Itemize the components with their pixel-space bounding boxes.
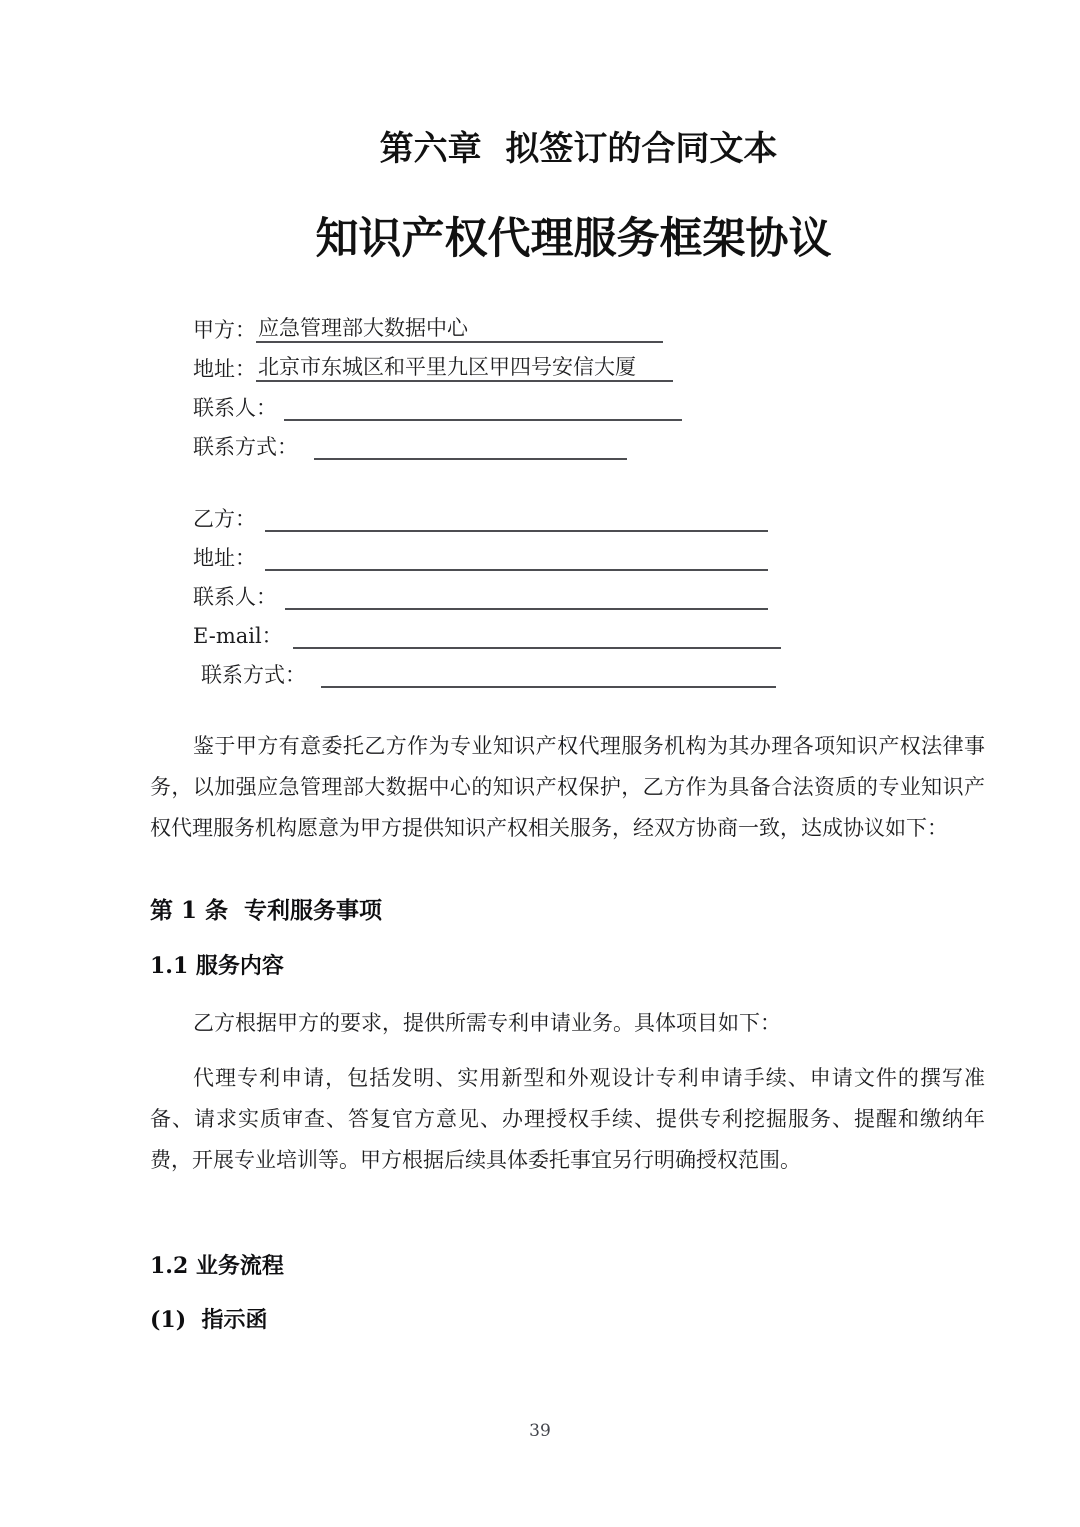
party-b-email-row — [193, 610, 985, 649]
chapter-title: 第六章 拟签订的合同文本 — [379, 129, 778, 169]
party-b-contact-row — [193, 571, 985, 610]
field-label: 联系人： — [193, 396, 277, 420]
page-number: 39 — [529, 1421, 551, 1441]
patent-agency-paragraph: 代理专利申请，包括发明、实用新型和外观设计专利申请手续、申请文件的撰写准备、请求实质审查、答复官方意见、办理授权手续、提供专利挖掘服务、提醒和缴纳年费，开展专业培训等。甲方根据后续具体委托事宜另行明确授权范围。 — [150, 1066, 985, 1172]
field-label: 联系方式： — [201, 663, 306, 687]
field-label: 联系方式： — [193, 435, 298, 459]
preamble-paragraph: 鉴于甲方有意委托乙方作为专业知识产权代理服务机构为其办理各项知识产权法律事务，以加强应急管理部大数据中心的知识产权保护，乙方作为具备合法资质的专业知识产权代理服务机构愿意为甲方提供知识产权相关服务，经双方协商一致，达成协议如下： — [150, 734, 985, 840]
service-content-paragraph: 乙方根据甲方的要求，提供所需专利申请业务。具体项目如下： — [193, 1011, 781, 1035]
party-a-contact-method-row — [193, 421, 985, 460]
field-underline — [265, 543, 768, 571]
field-label: E-mail： — [193, 624, 283, 648]
field-underline — [293, 621, 781, 649]
section-1-2-heading: 1.2 业务流程 — [150, 1253, 284, 1279]
field-underline — [321, 660, 776, 688]
item-1-heading: (1) 指示函 — [150, 1307, 268, 1333]
party-a-name-row — [193, 304, 985, 343]
party-a-section — [150, 304, 985, 460]
field-label: 乙方： — [193, 507, 256, 531]
party-b-section — [150, 493, 985, 688]
party-a-address-row — [193, 343, 985, 382]
field-underline — [285, 582, 768, 610]
field-underline — [256, 354, 673, 382]
field-underline — [314, 432, 627, 460]
field-underline — [284, 393, 682, 421]
party-b-contact-method-row — [193, 649, 985, 688]
party-a-contact-row — [193, 382, 985, 421]
field-value: 北京市东城区和平里九区甲四号安信大厦 — [258, 355, 636, 379]
party-b-name-row — [193, 493, 985, 532]
field-label: 甲方： — [193, 318, 256, 342]
section-1-1-heading: 1.1 服务内容 — [150, 953, 284, 979]
field-underline — [256, 315, 663, 343]
party-b-address-row — [193, 532, 985, 571]
field-label: 地址： — [193, 357, 256, 381]
agreement-title: 知识产权代理服务框架协议 — [315, 214, 832, 264]
field-value: 应急管理部大数据中心 — [258, 316, 468, 340]
field-label: 联系人： — [193, 585, 277, 609]
article-1-heading: 第 1 条 专利服务事项 — [150, 897, 383, 924]
field-label: 地址： — [193, 546, 256, 570]
field-underline — [265, 504, 768, 532]
